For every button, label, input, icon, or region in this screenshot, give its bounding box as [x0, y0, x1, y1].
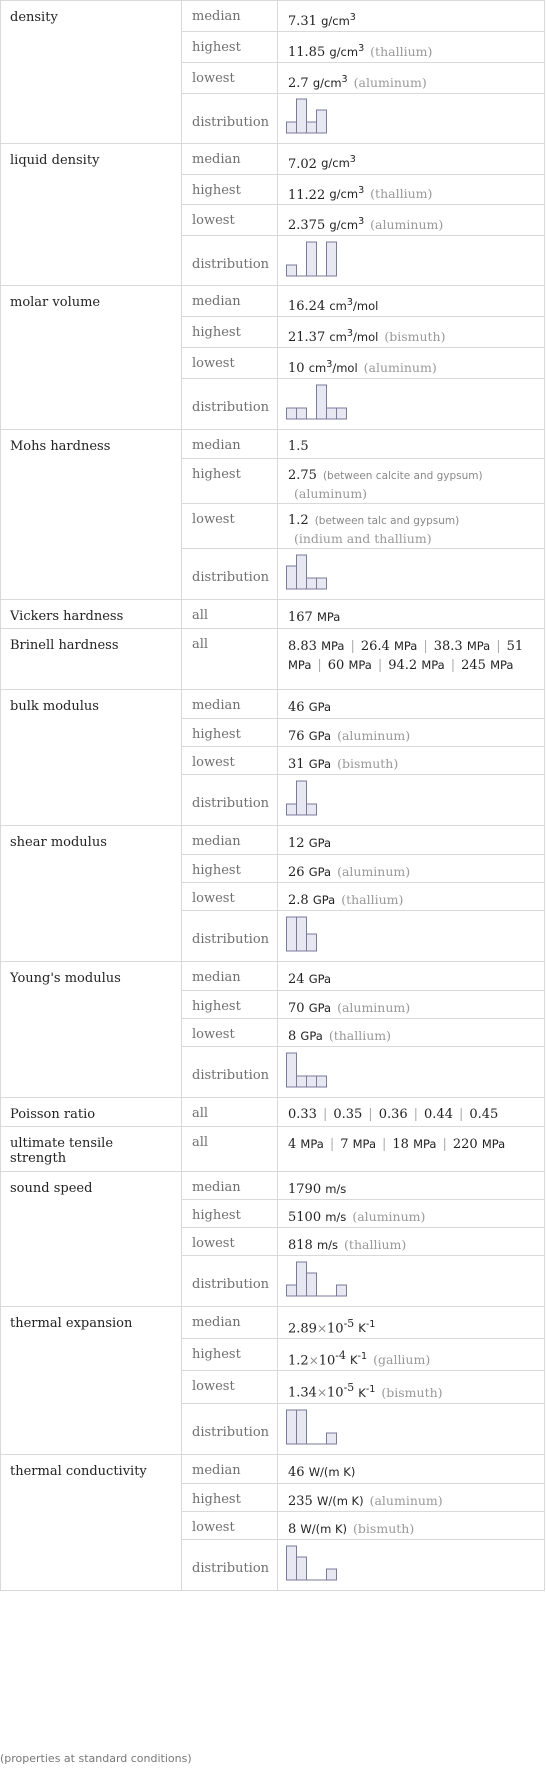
property-name: shear modulus: [1, 825, 182, 961]
histogram-bar: [307, 934, 317, 951]
liquid-density-median-row: [1, 143, 545, 174]
stat-label: distribution: [182, 1539, 278, 1590]
thermal-conductivity-median-row: [1, 1454, 545, 1483]
distribution-histogram: [286, 239, 356, 279]
histogram-bar: [297, 917, 307, 951]
histogram-bar: [327, 1569, 337, 1580]
histogram-bar: [287, 265, 297, 276]
list-value: 18 MPa: [392, 1136, 437, 1152]
value-cell: 26 GPa (aluminum): [278, 854, 545, 882]
histogram-bar: [287, 1410, 297, 1444]
distribution-cell: [278, 774, 545, 825]
molar-volume-median-row: [1, 286, 545, 317]
stat-label: distribution: [182, 910, 278, 961]
separator: |: [442, 1136, 447, 1152]
stat-label: lowest: [182, 62, 278, 93]
stat-label: highest: [182, 32, 278, 63]
separator: |: [496, 638, 501, 654]
stat-label: all: [182, 599, 278, 628]
stat-label: all: [182, 628, 278, 689]
list-value: 38.3 MPa: [433, 638, 491, 654]
distribution-histogram: [286, 382, 356, 422]
distribution-cell: [278, 236, 545, 286]
property-name: liquid density: [1, 143, 182, 286]
value-cell: 11.85 $g/cm^3$ (thallium): [278, 32, 545, 63]
stat-label: median: [182, 286, 278, 317]
value-cell: 818 m/s (thallium): [278, 1227, 545, 1255]
list-value: 7 MPa: [340, 1136, 377, 1152]
histogram-bar: [327, 1433, 337, 1444]
property-name: thermal expansion: [1, 1306, 182, 1454]
list-value: 94.2 MPa: [388, 657, 445, 673]
distribution-histogram: [286, 1407, 356, 1447]
value-cell: 167 MPa: [278, 599, 545, 628]
stat-label: median: [182, 1171, 278, 1199]
stat-label: median: [182, 1, 278, 32]
poisson-row: [1, 1097, 545, 1126]
value-cell: 2.8 GPa (thallium): [278, 882, 545, 910]
separator: |: [329, 1136, 335, 1152]
stat-label: highest: [182, 174, 278, 205]
histogram-bar: [297, 1557, 307, 1580]
histogram-bar: [287, 917, 297, 951]
value-list: [278, 628, 545, 689]
separator: |: [317, 657, 322, 673]
stat-label: lowest: [182, 503, 278, 548]
value-cell: 1.5: [278, 429, 545, 458]
list-value: 245 MPa: [461, 657, 514, 673]
value-cell: 24 GPa: [278, 961, 545, 990]
value-cell: 11.22 $g/cm^3$ (thallium): [278, 174, 545, 205]
separator: |: [423, 638, 428, 654]
histogram-bar: [287, 122, 297, 133]
separator: |: [350, 638, 355, 654]
stat-label: distribution: [182, 236, 278, 286]
stat-label: distribution: [182, 378, 278, 429]
value-cell: 16.24 $cm^3$/mol: [278, 286, 545, 317]
list-value: 220 MPa: [452, 1136, 506, 1152]
distribution-cell: [278, 378, 545, 429]
property-name: Brinell hardness: [1, 628, 182, 689]
histogram-bar: [297, 781, 307, 815]
distribution-cell: [278, 910, 545, 961]
young-median-row: [1, 961, 545, 990]
histogram-bar: [287, 408, 297, 419]
histogram-bar: [317, 578, 327, 589]
value-cell: 76 GPa (aluminum): [278, 718, 545, 746]
histogram-bar: [307, 1076, 317, 1087]
value-cell: 10 $cm^3$/mol (aluminum): [278, 347, 545, 378]
stat-label: lowest: [182, 882, 278, 910]
stat-label: highest: [182, 718, 278, 746]
stat-label: distribution: [182, 548, 278, 599]
stat-label: median: [182, 143, 278, 174]
histogram-bar: [287, 1546, 297, 1580]
value-cell: 46 W/(m K): [278, 1454, 545, 1483]
list-value: 8.83 MPa: [288, 638, 345, 654]
histogram-bar: [297, 1262, 307, 1296]
histogram-bar: [297, 1410, 307, 1444]
stat-label: median: [182, 825, 278, 854]
value-cell: 12 GPa: [278, 825, 545, 854]
property-name: Young's modulus: [1, 961, 182, 1097]
stat-label: highest: [182, 1483, 278, 1511]
distribution-histogram: [286, 914, 356, 954]
value-cell: 2.7 $g/cm^3$ (aluminum): [278, 62, 545, 93]
stat-label: lowest: [182, 1018, 278, 1046]
distribution-cell: [278, 1255, 545, 1306]
shear-median-row: [1, 825, 545, 854]
separator: |: [413, 1106, 419, 1122]
stat-label: median: [182, 1454, 278, 1483]
value-cell: 2.75 (between calcite and gypsum) (aluminum): [278, 458, 545, 503]
stat-label: distribution: [182, 93, 278, 143]
stat-label: highest: [182, 458, 278, 503]
brinell-row: [1, 628, 545, 689]
distribution-cell: [278, 548, 545, 599]
list-value: 26.4 MPa: [360, 638, 418, 654]
stat-label: lowest: [182, 1511, 278, 1539]
value-cell: 1790 m/s: [278, 1171, 545, 1199]
histogram-bar: [327, 408, 337, 419]
stat-label: highest: [182, 854, 278, 882]
histogram-bar: [307, 242, 317, 276]
separator: |: [458, 1106, 464, 1122]
value-cell: $2.89\times 10^{-5}$ $K^{-1}$: [278, 1306, 545, 1338]
value-cell: 8 GPa (thallium): [278, 1018, 545, 1046]
separator: |: [450, 657, 456, 673]
separator: |: [322, 1106, 328, 1122]
value-cell: 1.2 (between talc and gypsum) (indium and thallium): [278, 503, 545, 548]
value-cell: 70 GPa (aluminum): [278, 990, 545, 1018]
property-name: molar volume: [1, 286, 182, 429]
histogram-bar: [317, 385, 327, 419]
value-cell: 7.31 $g/cm^3$: [278, 1, 545, 32]
histogram-bar: [307, 804, 317, 815]
property-name: ultimate tensile strength: [1, 1126, 182, 1171]
histogram-bar: [287, 804, 297, 815]
separator: |: [382, 1136, 387, 1152]
property-name: bulk modulus: [1, 689, 182, 825]
list-value: 0.33: [288, 1106, 317, 1122]
list-value: 0.45: [469, 1106, 499, 1122]
stat-label: distribution: [182, 774, 278, 825]
property-name: Vickers hardness: [1, 599, 182, 628]
stat-label: highest: [182, 1339, 278, 1371]
vickers-row: [1, 599, 545, 628]
histogram-bar: [307, 122, 317, 133]
distribution-histogram: [286, 778, 356, 818]
list-value: 4 MPa: [288, 1136, 324, 1152]
distribution-histogram: [286, 552, 356, 592]
distribution-histogram: [286, 96, 356, 136]
stat-label: median: [182, 961, 278, 990]
mohs-median-row: [1, 429, 545, 458]
value-cell: 7.02 $g/cm^3$: [278, 143, 545, 174]
histogram-bar: [297, 555, 307, 589]
stat-label: distribution: [182, 1255, 278, 1306]
histogram-bar: [297, 1076, 307, 1087]
property-name: thermal conductivity: [1, 1454, 182, 1590]
list-value: 51 MPa: [288, 638, 524, 672]
stat-label: lowest: [182, 1227, 278, 1255]
stat-label: distribution: [182, 1403, 278, 1454]
stat-label: lowest: [182, 1371, 278, 1403]
histogram-bar: [297, 408, 307, 419]
stat-label: distribution: [182, 1046, 278, 1097]
distribution-histogram: [286, 1543, 356, 1583]
stat-label: highest: [182, 990, 278, 1018]
footnote: (properties at standard conditions): [0, 1752, 192, 1765]
histogram-bar: [287, 1285, 297, 1296]
stat-label: lowest: [182, 205, 278, 236]
histogram-bar: [317, 110, 327, 133]
value-list: [278, 1097, 545, 1126]
property-name: Mohs hardness: [1, 429, 182, 599]
stat-label: highest: [182, 1199, 278, 1227]
property-name: Poisson ratio: [1, 1097, 182, 1126]
list-value: 60 MPa: [327, 657, 372, 673]
thermal-expansion-median-row: [1, 1306, 545, 1338]
histogram-bar: [327, 242, 337, 276]
stat-label: median: [182, 429, 278, 458]
value-list: [278, 1126, 545, 1171]
value-cell: 8 W/(m K) (bismuth): [278, 1511, 545, 1539]
histogram-bar: [337, 1285, 347, 1296]
list-value: 0.44: [424, 1106, 453, 1122]
histogram-bar: [287, 1053, 297, 1087]
bulk-median-row: [1, 689, 545, 718]
distribution-histogram: [286, 1050, 356, 1090]
separator: |: [377, 657, 383, 673]
stat-label: all: [182, 1097, 278, 1126]
stat-label: median: [182, 1306, 278, 1338]
value-cell: $1.34\times 10^{-5}$ $K^{-1}$ (bismuth): [278, 1371, 545, 1403]
density-median-row: [1, 1, 545, 32]
list-value: 0.36: [378, 1106, 408, 1122]
histogram-bar: [337, 408, 347, 419]
histogram-bar: [297, 99, 307, 133]
stat-label: all: [182, 1126, 278, 1171]
distribution-cell: [278, 1539, 545, 1590]
histogram-bar: [317, 1076, 327, 1087]
stat-label: median: [182, 689, 278, 718]
stat-label: lowest: [182, 347, 278, 378]
stat-label: lowest: [182, 746, 278, 774]
histogram-bar: [307, 1273, 317, 1296]
histogram-bar: [287, 566, 297, 589]
value-cell: 46 GPa: [278, 689, 545, 718]
distribution-histogram: [286, 1259, 356, 1299]
property-name: sound speed: [1, 1171, 182, 1306]
property-name: density: [1, 1, 182, 144]
distribution-cell: [278, 1403, 545, 1454]
histogram-bar: [307, 578, 317, 589]
distribution-cell: [278, 1046, 545, 1097]
uts-row: [1, 1126, 545, 1171]
list-value: 0.35: [333, 1106, 363, 1122]
distribution-cell: [278, 93, 545, 143]
separator: |: [368, 1106, 373, 1122]
sound-median-row: [1, 1171, 545, 1199]
value-cell: 5100 m/s (aluminum): [278, 1199, 545, 1227]
value-cell: 21.37 $cm^3$/mol (bismuth): [278, 317, 545, 348]
value-cell: 235 W/(m K) (aluminum): [278, 1483, 545, 1511]
stat-label: highest: [182, 317, 278, 348]
value-cell: 2.375 $g/cm^3$ (aluminum): [278, 205, 545, 236]
value-cell: $1.2\times 10^{-4}$ $K^{-1}$ (gallium): [278, 1339, 545, 1371]
value-cell: 31 GPa (bismuth): [278, 746, 545, 774]
